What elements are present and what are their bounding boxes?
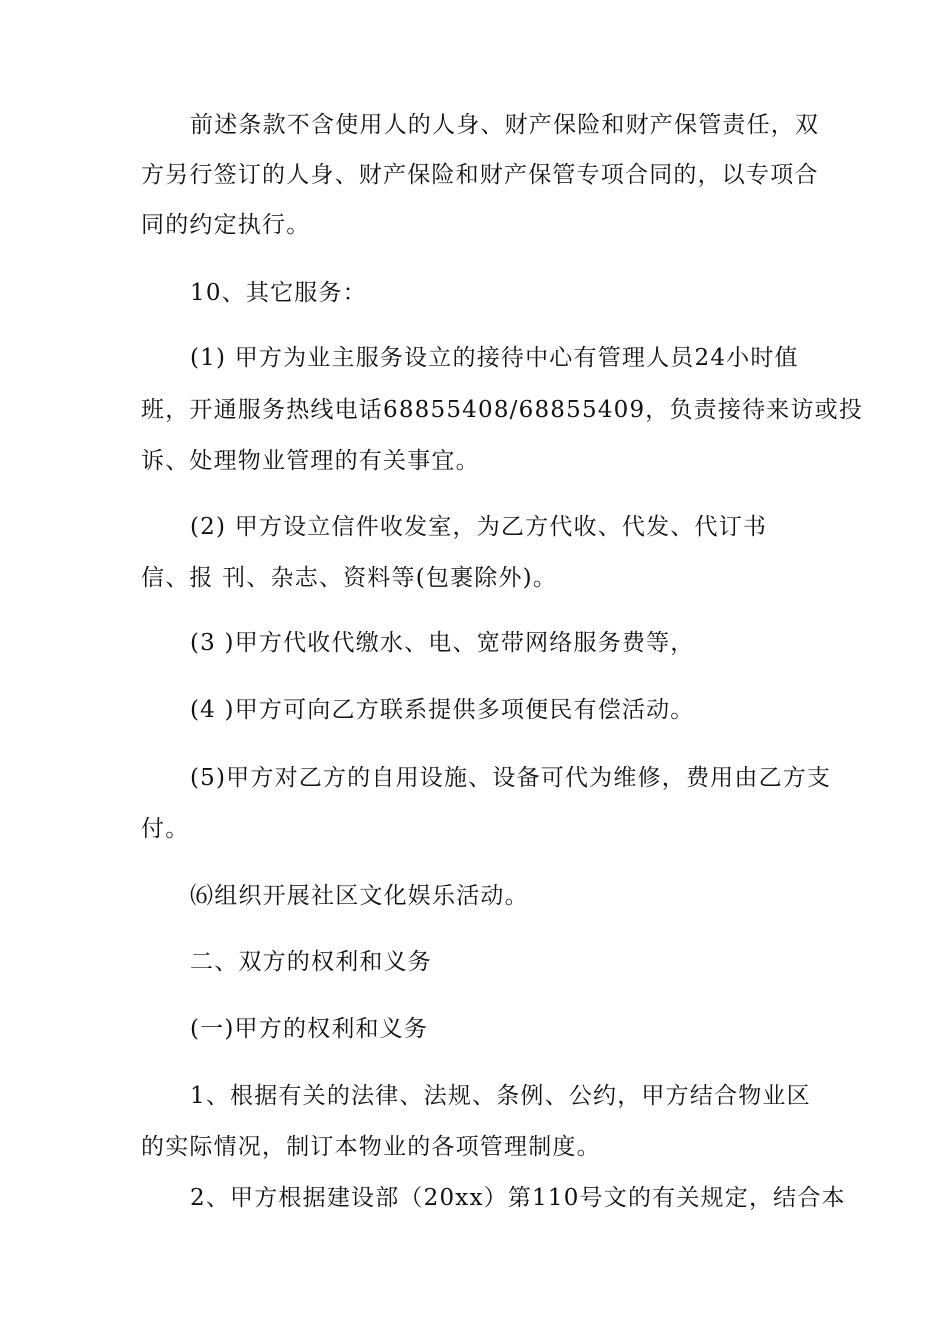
paragraph-line: (1) 甲方为业主服务设立的接待中心有管理人员24小时值	[190, 345, 799, 371]
paragraph-line: 2、甲方根据建设部（20xx）第110号文的有关规定，结合本	[190, 1185, 846, 1211]
paragraph-line: (5)甲方对乙方的自用设施、设备可代为维修，费用由乙方支	[190, 765, 832, 791]
subsection-heading: (一)甲方的权利和义务	[190, 1016, 429, 1042]
paragraph-line: (2) 甲方设立信件收发室，为乙方代收、代发、代订书	[190, 514, 768, 540]
paragraph-line: (4 )甲方可向乙方联系提供多项便民有偿活动。	[190, 697, 695, 723]
paragraph-line: 同的约定执行。	[141, 212, 311, 238]
paragraph-line: 信、报 刊、杂志、资料等(包裹除外)。	[141, 565, 558, 591]
paragraph-line: 1、根据有关的法律、法规、条例、公约，甲方结合物业区	[190, 1083, 811, 1109]
paragraph-line: 方另行签订的人身、财产保险和财产保管专项合同的，以专项合	[141, 162, 819, 188]
paragraph-line: 付。	[141, 816, 190, 842]
paragraph-line: 班，开通服务热线电话68855408/68855409，负责接待来访或投	[141, 397, 864, 423]
section-heading: 10、其它服务：	[190, 280, 367, 306]
section-heading: 二、双方的权利和义务	[190, 949, 432, 975]
paragraph-line: (3 )甲方代收代缴水、电、宽带网络服务费等，	[190, 630, 695, 656]
paragraph-line: 诉、处理物业管理的有关事宜。	[141, 448, 480, 474]
paragraph-line: 的实际情况，制订本物业的各项管理制度。	[141, 1134, 601, 1160]
paragraph-line: 前述条款不含使用人的人身、财产保险和财产保管责任，双	[190, 112, 820, 138]
paragraph-line: ⑹组织开展社区文化娱乐活动。	[190, 883, 529, 909]
